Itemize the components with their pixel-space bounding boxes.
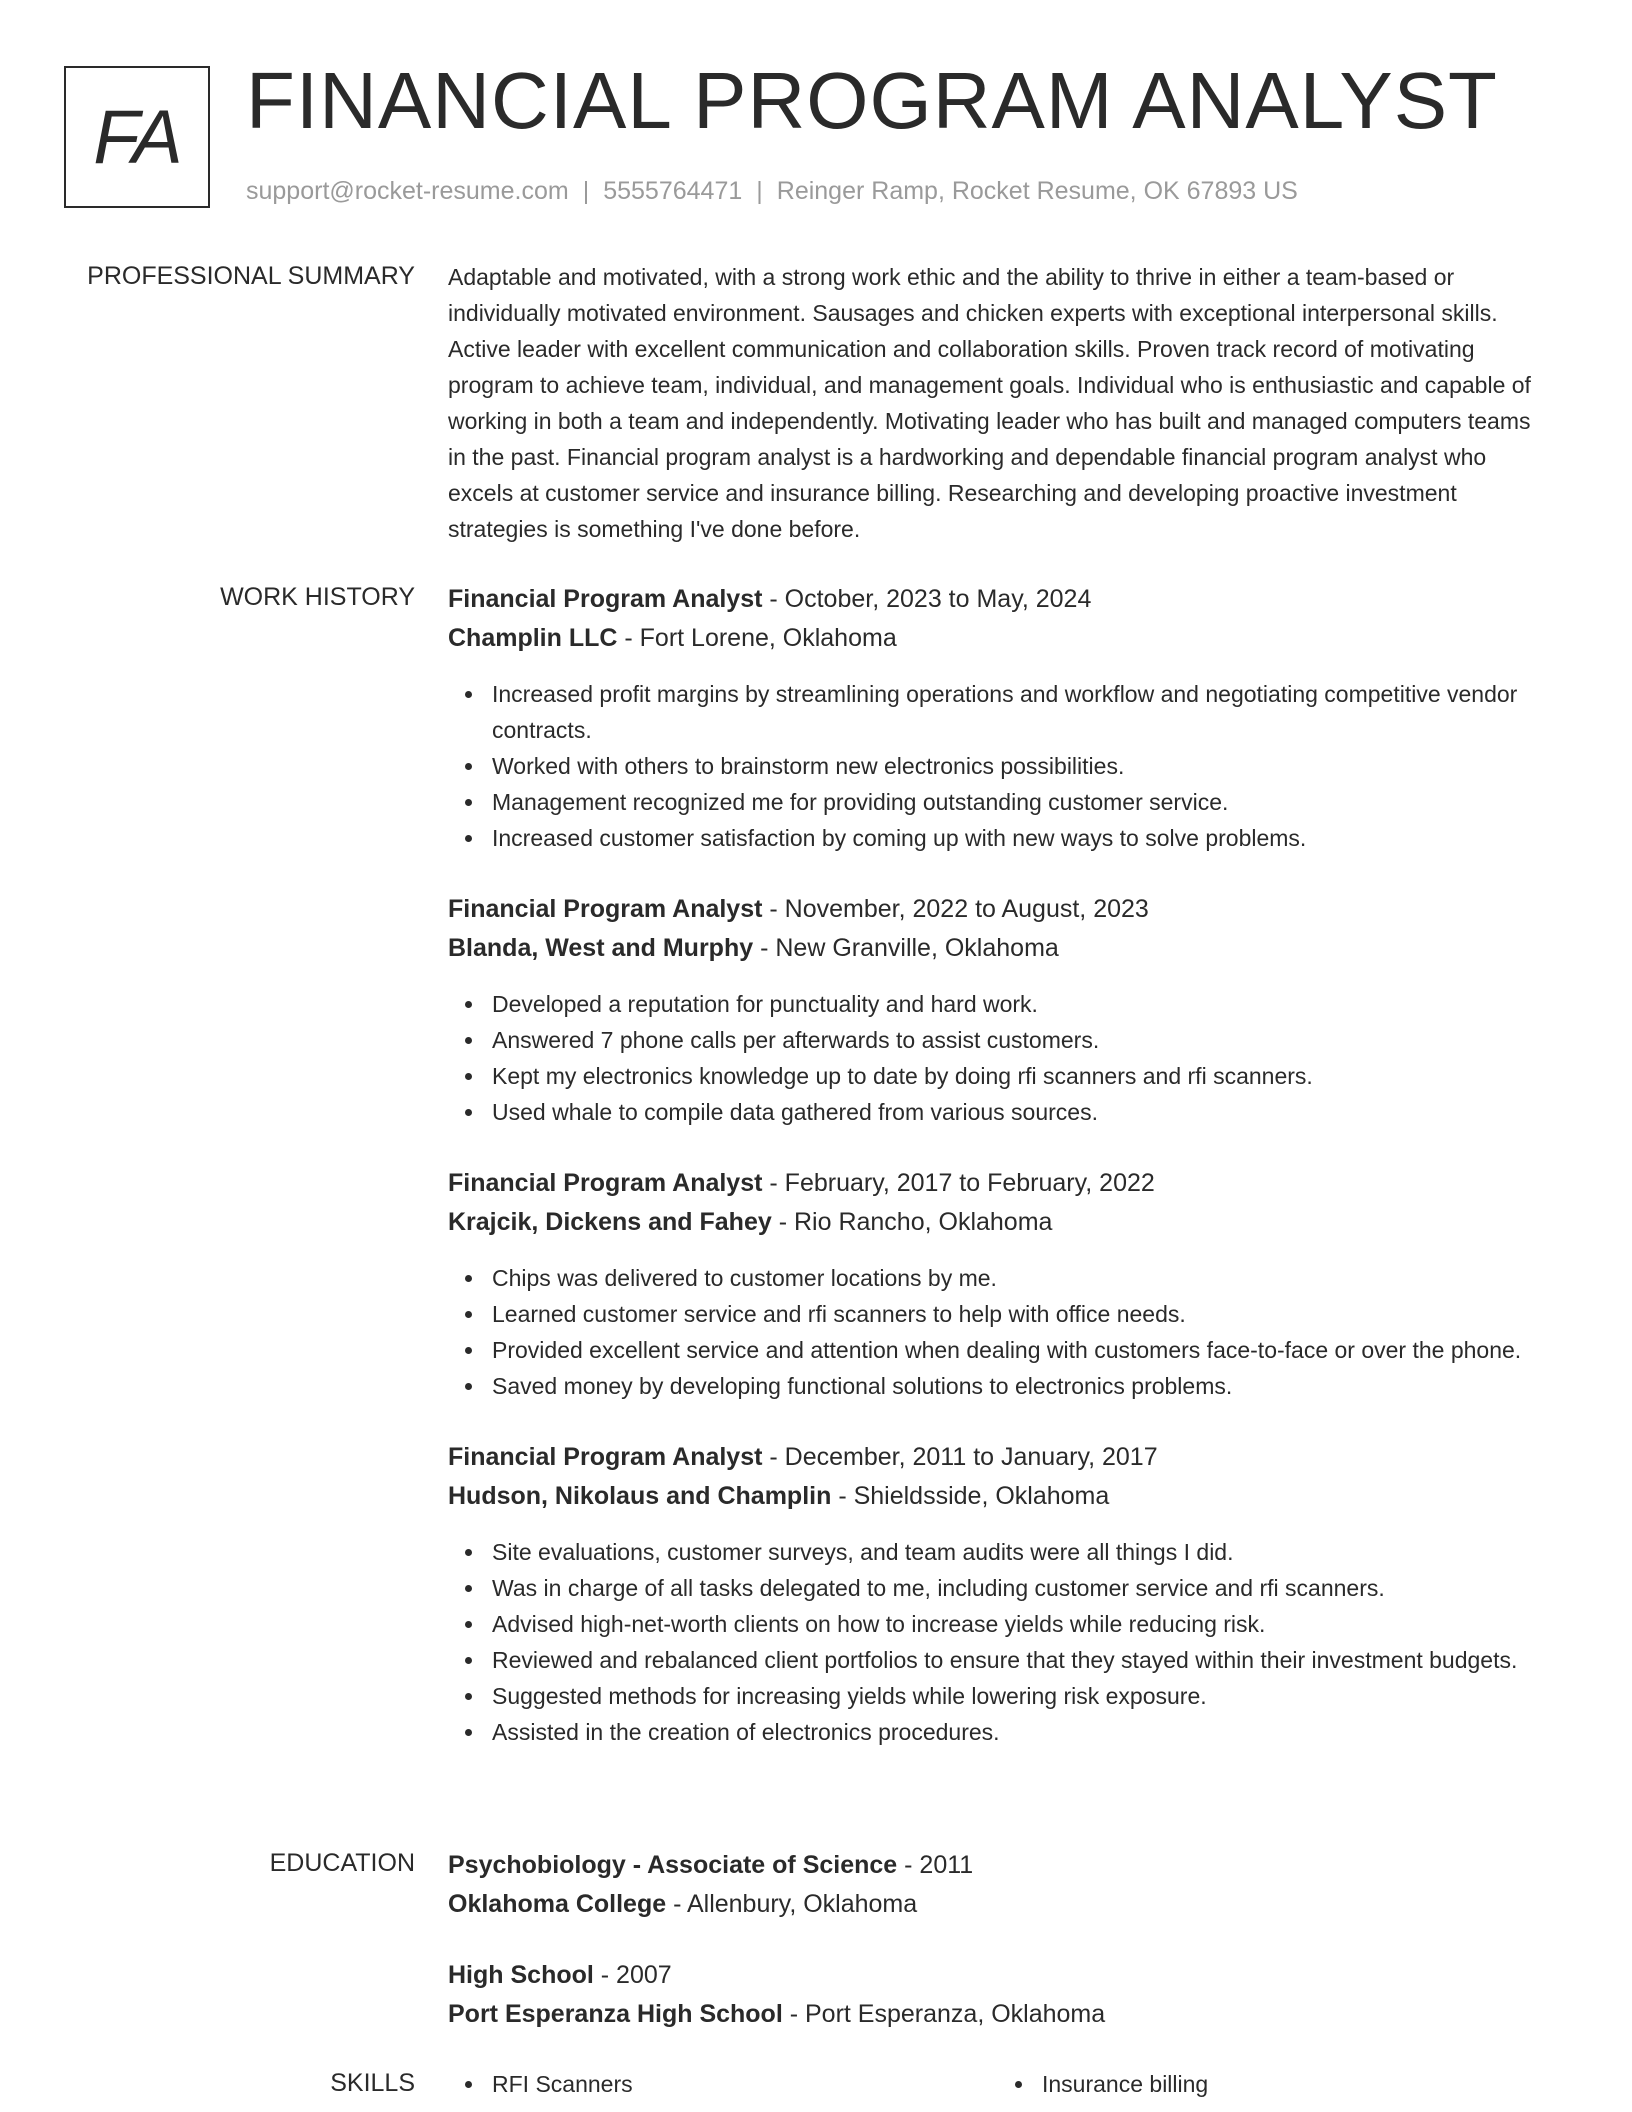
contact-address: Reinger Ramp, Rocket Resume, OK 67893 US — [776, 177, 1298, 205]
skills-column-right — [998, 2066, 1548, 2102]
job-bullet: Chips was delivered to customer locations by me. — [492, 1260, 1548, 1296]
education-degree: High School — [448, 1961, 594, 1989]
skills-body — [448, 2066, 1548, 2102]
job-bullets — [448, 986, 1548, 1130]
job-location: - Rio Rancho, Oklahoma — [771, 1208, 1053, 1236]
job-bullet: Suggested methods for increasing yields while lowering risk exposure. — [492, 1678, 1548, 1714]
contact-phone: 5555764471 — [603, 177, 743, 205]
job-bullet: Provided excellent service and attention when dealing with customers face-to-face or over the phone. — [492, 1332, 1548, 1368]
job-dates: - February, 2017 to February, 2022 — [762, 1169, 1155, 1197]
section-label-skills: SKILLS — [330, 2069, 415, 2097]
job-location: - New Granville, Oklahoma — [753, 934, 1059, 962]
job-bullet: Advised high-net-worth clients on how to increase yields while reducing risk. — [492, 1606, 1548, 1642]
job-company: Hudson, Nikolaus and Champlin — [448, 1482, 832, 1510]
job-location: - Fort Lorene, Oklahoma — [617, 624, 897, 652]
job-bullet: Reviewed and rebalanced client portfolios to ensure that they stayed within their investment budgets. — [492, 1642, 1548, 1678]
resume-title: FINANCIAL PROGRAM ANALYST — [246, 56, 1498, 145]
job-bullets — [448, 1260, 1548, 1404]
job-title-line — [448, 1164, 1548, 1203]
job-bullet: Worked with others to brainstorm new electronics possibilities. — [492, 748, 1548, 784]
job-title-line — [448, 890, 1548, 929]
job-bullet: Site evaluations, customer surveys, and team audits were all things I did. — [492, 1534, 1548, 1570]
job-dates: - December, 2011 to January, 2017 — [762, 1443, 1158, 1471]
skills-column-left — [448, 2066, 998, 2102]
job-company: Champlin LLC — [448, 624, 618, 652]
education-degree-line — [448, 1846, 1548, 1885]
work-history-body — [448, 580, 1548, 1784]
job-title: Financial Program Analyst — [448, 1169, 763, 1197]
section-label-education: EDUCATION — [269, 1849, 415, 1877]
job-location: - Shieldsside, Oklahoma — [831, 1482, 1110, 1510]
education-school: Oklahoma College — [448, 1890, 667, 1918]
job-dates: - November, 2022 to August, 2023 — [762, 895, 1149, 923]
job-company-line — [448, 1203, 1548, 1242]
job-bullets — [448, 1534, 1548, 1750]
job-bullet: Kept my electronics knowledge up to date by doing rfi scanners and rfi scanners. — [492, 1058, 1548, 1094]
job-bullet: Was in charge of all tasks delegated to me, including customer service and rfi scanners. — [492, 1570, 1548, 1606]
job-title: Financial Program Analyst — [448, 585, 763, 613]
job-company: Krajcik, Dickens and Fahey — [448, 1208, 772, 1236]
job-entry — [448, 1164, 1548, 1404]
summary-text: Adaptable and motivated, with a strong work ethic and the ability to thrive in either a team-based or individually motivated environment. Sausages and chicken experts with exceptional interpersonal skills. Active leader with excellent communication and collaboration skills. Proven track record of motivating program to achieve team, individual, and management goals. Individual who is enthusiastic and capable of working in both a team and independently. Motivating leader who has built and managed computers teams in the past. Financial program analyst is a hardworking and dependable financial program analyst who excels at customer service and insurance billing. Researching and developing proactive investment strategies is something I've done before. — [448, 264, 1531, 542]
job-bullet: Answered 7 phone calls per afterwards to assist customers. — [492, 1022, 1548, 1058]
education-entry — [448, 1846, 1548, 1924]
skills-grid — [448, 2066, 1548, 2102]
skill-item: Insurance billing — [1042, 2066, 1548, 2102]
education-location: - Allenbury, Oklahoma — [666, 1890, 918, 1918]
monogram-badge — [64, 66, 210, 208]
job-title: Financial Program Analyst — [448, 895, 763, 923]
contact-line — [246, 174, 1298, 208]
job-company-line — [448, 929, 1548, 968]
job-bullets — [448, 676, 1548, 856]
contact-separator: | — [756, 177, 763, 205]
job-entry — [448, 890, 1548, 1130]
job-company-line — [448, 1477, 1548, 1516]
summary-body — [448, 259, 1548, 547]
education-year: - 2007 — [593, 1961, 672, 1989]
education-school-line — [448, 1995, 1548, 2034]
job-title: Financial Program Analyst — [448, 1443, 763, 1471]
job-entry — [448, 1438, 1548, 1750]
education-body — [448, 1846, 1548, 2066]
monogram-text: FA — [93, 94, 181, 180]
job-bullet: Assisted in the creation of electronics procedures. — [492, 1714, 1548, 1750]
job-title-line — [448, 1438, 1548, 1477]
job-bullet: Increased profit margins by streamlining operations and workflow and negotiating competitive vendor contracts. — [492, 676, 1548, 748]
section-label-summary: PROFESSIONAL SUMMARY — [87, 262, 415, 290]
contact-separator: | — [582, 177, 590, 205]
job-bullet: Management recognized me for providing outstanding customer service. — [492, 784, 1548, 820]
job-entry — [448, 580, 1548, 856]
education-school: Port Esperanza High School — [448, 2000, 783, 2028]
job-title-line — [448, 580, 1548, 619]
education-school-line — [448, 1885, 1548, 1924]
job-bullet: Developed a reputation for punctuality and hard work. — [492, 986, 1548, 1022]
job-company: Blanda, West and Murphy — [448, 934, 754, 962]
education-degree: Psychobiology - Associate of Science — [448, 1851, 898, 1879]
job-company-line — [448, 619, 1548, 658]
education-year: - 2011 — [897, 1851, 974, 1879]
education-location: - Port Esperanza, Oklahoma — [782, 2000, 1106, 2028]
section-label-work-history: WORK HISTORY — [220, 583, 415, 611]
job-bullet: Saved money by developing functional solutions to electronics problems. — [492, 1368, 1548, 1404]
education-entry — [448, 1956, 1548, 2034]
skill-item: RFI Scanners — [492, 2066, 998, 2102]
job-bullet: Increased customer satisfaction by coming up with new ways to solve problems. — [492, 820, 1548, 856]
job-bullet: Used whale to compile data gathered from various sources. — [492, 1094, 1548, 1130]
education-degree-line — [448, 1956, 1548, 1995]
job-bullet: Learned customer service and rfi scanners to help with office needs. — [492, 1296, 1548, 1332]
job-dates: - October, 2023 to May, 2024 — [762, 585, 1092, 613]
contact-email: support@rocket-resume.com — [246, 177, 569, 205]
